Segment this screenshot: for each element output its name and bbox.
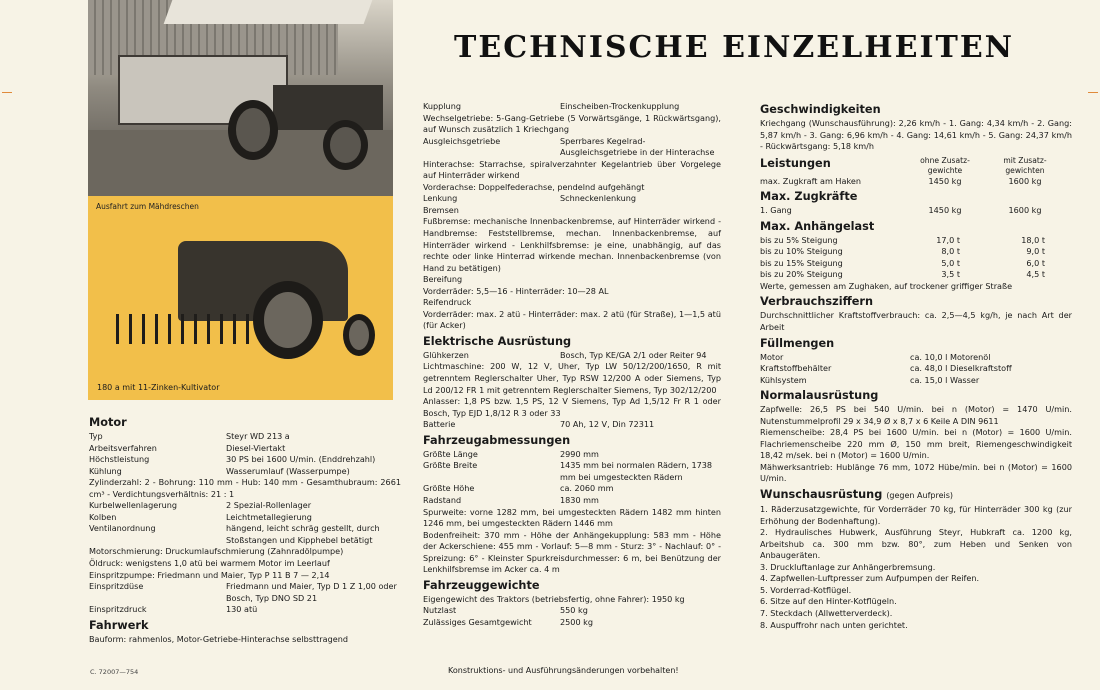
spec-row xyxy=(423,449,721,461)
trailer-row xyxy=(760,246,1072,258)
page-title: TECHNISCHE EINZELHEITEN xyxy=(454,30,1015,65)
tractor-shape xyxy=(273,85,383,130)
spec-key: Einspritzdruck xyxy=(89,604,147,615)
trailer-row xyxy=(760,258,1072,270)
optional-heading xyxy=(760,487,1072,504)
oil-pressure-spec: Öldruck: wenigstens 1,0 atü bei warmem Motor im Leerlauf xyxy=(89,558,330,569)
spec-row xyxy=(423,101,721,113)
trailer-value: 6,0 t xyxy=(1026,257,1045,268)
power-header xyxy=(760,156,1072,176)
electric-heading: Elektrische Ausrüstung xyxy=(423,334,572,348)
injection-pump-spec: Einspritzpumpe: Friedmann und Maier, Typ P 11 B 7 — 2,14 xyxy=(89,569,330,580)
motor-column xyxy=(89,413,401,645)
pressure-spec: Vorderräder: max. 2 atü - Hinterräder: max. 2 atü (für Straße), 1—1,5 atü (für Acker) xyxy=(423,308,721,331)
trailer-row xyxy=(760,235,1072,247)
cultivator-caption: 180 a mit 11-Zinken-Kultivator xyxy=(97,383,220,392)
wheel-shape xyxy=(228,100,278,160)
spec-key: Größte Breite xyxy=(423,460,478,471)
fill-value: ca. 15,0 l Wasser xyxy=(910,374,980,385)
edge-mark xyxy=(2,92,12,93)
brakes-spec: Fußbremse: mechanische Innenbackenbremse, auf Hinterräder wirkend - Handbremse: Feststellbremse, mechan. Innenbackenbremse, auf Hinterräder wirkend - Lenkhilfsbremse: je eine, unabhängig, auf das rechte oder linke Hinterrad wirkende mechan. Innenbackenbremse (von Hand zu betätigen) xyxy=(423,216,721,273)
footer-note: Konstruktions- und Ausführungsänderungen vorbehalten! xyxy=(448,666,679,675)
spec-value: 2 Spezial-Rollenlager xyxy=(226,500,312,511)
standard-item: Zapfwelle: 26,5 PS bei 540 U/min. bei n (Motor) = 1470 U/min. Nutenstummelprofil 29 x 34,9 Ø x 8,7 x 6 Keile A DIN 9611 xyxy=(760,404,1072,426)
spec-row xyxy=(423,136,721,159)
power-col-without: ohne Zusatz-gewichte xyxy=(920,155,970,175)
spec-key: Ausgleichsgetriebe xyxy=(423,135,501,146)
track-spec: Spurweite: vorne 1282 mm, bei umgesteckten Rädern 1482 mm hinten 1246 mm, bei umgesteckten Rädern 1446 mm xyxy=(423,506,721,529)
spec-row xyxy=(423,193,721,205)
power-col-with: mit Zusatz-gewichten xyxy=(1003,155,1047,175)
cultivator-tines xyxy=(116,314,256,344)
spec-key: Radstand xyxy=(423,494,462,505)
consumption-heading: Verbrauchsziffern xyxy=(760,295,874,309)
pressure-label: Reifendruck xyxy=(423,297,472,308)
spec-value: Leichtmetallegierung xyxy=(226,511,312,522)
lubrication-spec: Motorschmierung: Druckumlaufschmierung (Zahnradölpumpe) xyxy=(89,546,344,557)
standard-heading: Normalausrüstung xyxy=(760,389,879,403)
trailer-note: Werte, gemessen am Zughaken, auf trockener griffiger Straße xyxy=(760,280,1013,291)
spec-value: 30 PS bei 1600 U/min. (Enddrehzahl) xyxy=(226,454,376,465)
optional-subheading: (gegen Aufpreis) xyxy=(886,491,954,501)
pull-value: 1450 kg xyxy=(928,205,962,216)
spec-key: Einspritzdüse xyxy=(89,581,144,592)
fill-label: Motor xyxy=(760,351,784,362)
spec-row xyxy=(89,466,401,478)
trailer-heading: Max. Anhängelast xyxy=(760,219,875,233)
spec-key: Typ xyxy=(89,431,103,441)
spec-row xyxy=(423,617,721,629)
spec-value: Sperrbares Kegelrad-Ausgleichsgetriebe in der Hinterachse xyxy=(560,135,715,158)
pull-row xyxy=(760,205,1072,217)
spec-key: Kolben xyxy=(89,511,117,522)
spec-row xyxy=(423,495,721,507)
weights-heading: Fahrzeuggewichte xyxy=(423,578,540,592)
trailer-value: 8,0 t xyxy=(941,246,960,257)
front-wheel-shape xyxy=(343,314,375,356)
optional-item: 4. Zapfwellen-Luftpresser zum Aufpumpen der Reifen. xyxy=(760,573,980,584)
standard-item: Mähwerksantrieb: Hublänge 76 mm, 1072 Hübe/min. bei n (Motor) = 1600 U/min. xyxy=(760,461,1072,484)
fill-row xyxy=(760,375,1072,387)
consumption-text: Durchschnittlicher Kraftstoffverbrauch: ca. 2,5—4,5 kg/h, je nach Art der Arbeit xyxy=(760,310,1072,333)
speeds-heading: Geschwindigkeiten xyxy=(760,103,881,116)
pull-label: 1. Gang xyxy=(760,205,792,216)
spec-value: 130 atü xyxy=(226,604,258,615)
trailer-value: 17,0 t xyxy=(936,234,960,245)
spec-value: Einscheiben-Trockenkupplung xyxy=(560,101,680,111)
spec-value: ca. 2060 mm xyxy=(560,483,614,494)
optional-item: 3. Druckluftanlage zur Anhängerbremsung. xyxy=(760,561,936,572)
rear-wheel-shape xyxy=(253,281,323,359)
spec-row xyxy=(423,419,721,431)
fill-row xyxy=(760,352,1072,364)
pull-heading: Max. Zugkräfte xyxy=(760,190,858,204)
spec-row xyxy=(423,350,721,362)
speeds-text: Kriechgang (Wunschausführung): 2,26 km/h - 1. Gang: 4,34 km/h - 2. Gang: 5,87 km/h - 3. Gang: 6,96 km/h - 4. Gang: 14,61 km/h - 5. Gang: 24,37 km/h - Rückwärtsgang: 5,18 km/h xyxy=(760,118,1072,152)
optional-item: 5. Vorderrad-Kotflügel. xyxy=(760,584,852,595)
spec-value: hängend, leicht schräg gestellt, durch Stoßstangen und Kipphebel betätigt xyxy=(226,523,380,545)
power-label: max. Zugkraft am Haken xyxy=(760,175,861,186)
performance-column xyxy=(760,100,1072,631)
generator-spec: Lichtmaschine: 200 W, 12 V, Uher, Typ LW 50/12/200/1650, R mit getrenntem Reglerschalter Uher, Typ RSW 12/200 A oder Siemens, Typ Ld 200/12 FR 1 mit getrenntem Reglerschalter Siemens, Typ 302/12/200 xyxy=(423,361,721,395)
fahrwerk-text: Bauform: rahmenlos, Motor-Getriebe-Hinterachse selbsttragend xyxy=(89,633,348,644)
spec-key: Zulässiges Gesamtgewicht xyxy=(423,616,532,627)
spec-key: Glühkerzen xyxy=(423,349,469,360)
fill-row xyxy=(760,363,1072,375)
spec-value: Bosch, Typ KE/GA 2/1 oder Reiter 94 xyxy=(560,349,707,360)
spec-row xyxy=(89,604,401,616)
tyres-label: Bereifung xyxy=(423,274,463,285)
spec-value: Diesel-Viertakt xyxy=(226,442,286,453)
starter-spec: Anlasser: 1,8 PS bzw. 1,5 PS, 12 V Siemens, Typ Ad 1,5/12 Fr R 1 oder Bosch, Typ EJD 1,8/12 R 3 oder 33 xyxy=(423,396,721,418)
trailer-value: 5,0 t xyxy=(941,257,960,268)
spec-value: Friedmann und Maier, Typ D 1 Z 1,00 oder Bosch, Typ DNO SD 21 xyxy=(226,581,397,603)
tyres-spec: Vorderräder: 5,5—16 - Hinterräder: 10—28 AL xyxy=(423,285,609,296)
roof-shape xyxy=(164,0,373,24)
gearbox-spec: Wechselgetriebe: 5-Gang-Getriebe (5 Vorwärtsgänge, 1 Rückwärtsgang), auf Wunsch zusätzlich 1 Kriechgang xyxy=(423,112,721,135)
cultivator-photo xyxy=(88,196,393,400)
spec-key: Höchstleistung xyxy=(89,454,150,465)
fill-label: Kraftstoffbehälter xyxy=(760,363,832,374)
trailer-value: 18,0 t xyxy=(1021,234,1045,245)
spec-key: Lenkung xyxy=(423,193,458,204)
fill-heading: Füllmengen xyxy=(760,336,835,350)
motor-heading: Motor xyxy=(89,416,127,429)
optional-item: 1. Räderzusatzgewichte, für Vorderräder 70 kg, für Hinterräder 300 kg (zur Erhöhung der Bodenhaftung). xyxy=(760,504,1072,526)
fill-value: ca. 10,0 l Motorenöl xyxy=(910,351,991,362)
spec-row xyxy=(89,523,401,546)
brakes-label: Bremsen xyxy=(423,204,459,215)
spec-row xyxy=(89,454,401,466)
power-row xyxy=(760,176,1072,188)
spec-key: Nutzlast xyxy=(423,605,457,616)
trailer-value: 9,0 t xyxy=(1026,246,1045,257)
harvester-photo xyxy=(88,0,393,196)
drive-column xyxy=(423,101,721,628)
optional-item: 6. Sitze auf den Hinter-Kotflügeln. xyxy=(760,596,897,607)
spec-key: Kurbelwellenlagerung xyxy=(89,500,177,511)
optional-heading-text: Wunschausrüstung xyxy=(760,488,883,502)
spec-value: Steyr WD 213 a xyxy=(226,431,290,441)
fill-value: ca. 48,0 l Dieselkraftstoff xyxy=(910,363,1012,374)
spec-row xyxy=(89,581,401,604)
harvester-caption: Ausfahrt zum Mähdreschen xyxy=(96,202,199,211)
fahrwerk-heading: Fahrwerk xyxy=(89,618,149,632)
spec-value: 1830 mm xyxy=(560,494,599,505)
spec-value: 2990 mm xyxy=(560,448,599,459)
spec-key: Größte Länge xyxy=(423,448,478,459)
trailer-label: bis zu 15% Steigung xyxy=(760,257,843,268)
spec-key: Größte Höhe xyxy=(423,483,475,494)
trailer-value: 3,5 t xyxy=(941,269,960,280)
trailer-value: 4,5 t xyxy=(1026,269,1045,280)
spec-key: Ventilanordnung xyxy=(89,523,156,534)
spec-value: Schneckenlenkung xyxy=(560,193,636,204)
rear-axle-spec: Hinterachse: Starrachse, spiralverzahnter Kegelantrieb über Vorgelege auf Hinterräder wirkend xyxy=(423,158,721,181)
trailer-label: bis zu 5% Steigung xyxy=(760,234,838,245)
spec-key: Kühlung xyxy=(89,465,122,476)
spec-row xyxy=(423,605,721,617)
power-heading: Leistungen xyxy=(760,156,831,170)
spec-value: 1435 mm bei normalen Rädern, 1738 mm bei umgesteckten Rädern xyxy=(560,460,713,482)
spec-row xyxy=(89,431,401,443)
spec-row xyxy=(89,443,401,455)
spec-row xyxy=(423,460,721,483)
spec-row xyxy=(423,483,721,495)
spec-value: 2500 kg xyxy=(560,616,593,627)
optional-item: 7. Steckdach (Allwetterverdeck). xyxy=(760,607,893,618)
spec-key: Kupplung xyxy=(423,101,461,111)
spec-row xyxy=(89,512,401,524)
dimensions-heading: Fahrzeugabmessungen xyxy=(423,433,571,447)
print-code: C. 72007—754 xyxy=(90,668,139,676)
spec-value: Wasserumlauf (Wasserpumpe) xyxy=(226,465,350,476)
empty-weight-spec: Eigengewicht des Traktors (betriebsfertig, ohne Fahrer): 1950 kg xyxy=(423,593,685,604)
spec-key: Batterie xyxy=(423,419,456,430)
cylinder-spec: Zylinderzahl: 2 - Bohrung: 110 mm - Hub: 140 mm - Gesamthubraum: 2661 cm³ - Verdichtungsverhältnis: 21 : 1 xyxy=(89,477,401,499)
spec-value: 550 kg xyxy=(560,605,588,616)
optional-item: 8. Auspuffrohr nach unten gerichtet. xyxy=(760,619,908,630)
standard-item: Riemenscheibe: 28,4 PS bei 1600 U/min. bei n (Motor) = 1600 U/min. Flachriemenscheibe 220 mm Ø, 150 mm breit, Riemengeschwindigkeit 18,42 m/sek. bei n (Motor) = 1600 U/min. xyxy=(760,427,1072,461)
front-axle-spec: Vorderachse: Doppelfederachse, pendelnd aufgehängt xyxy=(423,181,645,192)
ground-clearance-spec: Bodenfreiheit: 370 mm - Höhe der Anhängekupplung: 583 mm - Höhe der Ackerschiene: 455 mm - Vorlauf: 5—8 mm - Sturz: 3° - Nachlauf: 0° - Spreizung: 6° - Kleinster Spurkreisdurchmesser: 6 m, bei Benützung der Lenkhilfsbremse im Acker ca. 4 m xyxy=(423,529,721,575)
spec-row xyxy=(89,500,401,512)
trailer-label: bis zu 10% Steigung xyxy=(760,246,843,257)
wheel-shape xyxy=(323,120,368,170)
trailer-label: bis zu 20% Steigung xyxy=(760,269,843,280)
edge-mark xyxy=(1088,92,1098,93)
power-value: 1450 kg xyxy=(928,175,962,186)
fill-label: Kühlsystem xyxy=(760,374,807,385)
trailer-row xyxy=(760,269,1072,281)
power-value: 1600 kg xyxy=(1008,175,1042,186)
optional-item: 2. Hydraulisches Hubwerk, Ausführung Steyr, Hubkraft ca. 1200 kg, Arbeitshub ca. 300 mm bzw. 80°, zum Heben und Senken von Anbaugeräten. xyxy=(760,527,1072,561)
spec-value: 70 Ah, 12 V, Din 72311 xyxy=(560,419,655,430)
pull-value: 1600 kg xyxy=(1008,205,1042,216)
spec-key: Arbeitsverfahren xyxy=(89,442,157,453)
